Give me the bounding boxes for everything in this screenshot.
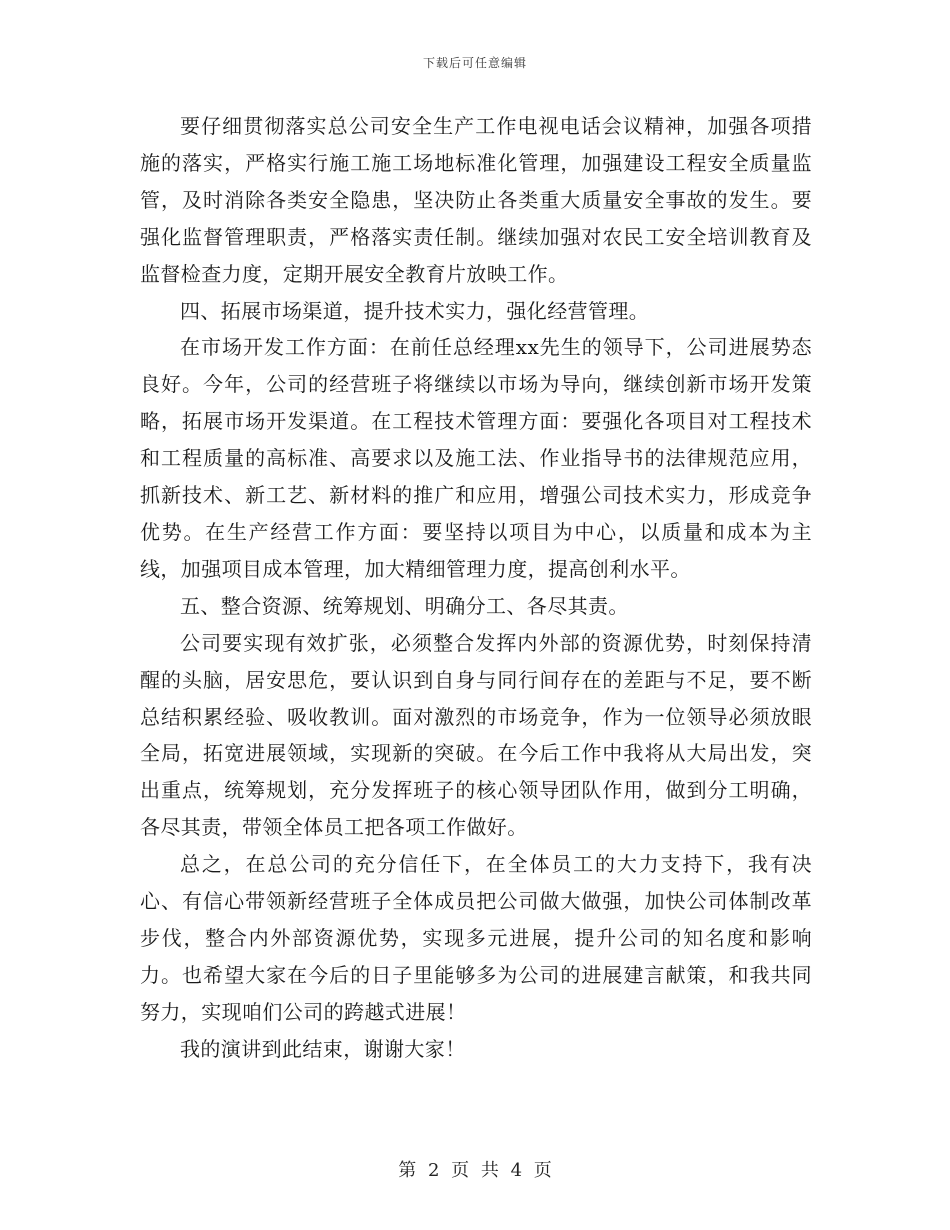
paragraph-closing: 我的演讲到此结束，谢谢大家！	[180, 1036, 466, 1061]
section-heading-four: 四、拓展市场渠道，提升技术实力，强化经营管理。	[180, 298, 650, 323]
page-number: 第 2 页 共 4 页	[398, 1160, 552, 1181]
paragraph-market: 在市场开发工作方面：在前任总经理xx先生的领导下，公司进展势态良好。今年，公司的经营班子将继续以市场为导向，继续创新市场开发策略，拓展市场开发渠道。在工程技术管理方面：要强化各项目对工程技术和工程质量的高标准、高要求以及施工法、作业指导书的法律规范应用，抓新技术、新工艺、新材料的推广和应用，增强公司技术实力，形成竞争优势。在生产经营工作方面：要坚持以项目为中心，以质量和成本为主线，加强项目成本管理，加大精细管理力度，提高创利水平。	[140, 335, 812, 581]
paragraph-safety: 要仔细贯彻落实总公司安全生产工作电视电话会议精神，加强各项措施的落实，严格实行施工施工场地标准化管理，加强建设工程安全质量监管，及时消除各类安全隐患，坚决防止各类重大质量安全事故的发生。要强化监督管理职责，严格落实责任制。继续加强对农民工安全培训教育及监督检查力度，定期开展安全教育片放映工作。	[140, 114, 812, 286]
header-note: 下载后可任意编辑	[422, 56, 527, 70]
paragraph-resources: 公司要实现有效扩张，必须整合发挥内外部的资源优势，时刻保持清醒的头脑，居安思危，要认识到自身与同行间存在的差距与不足，要不断总结积累经验、吸收教训。面对激烈的市场竞争，作为一位领导必须放眼全局，拓宽进展领域，实现新的突破。在今后工作中我将从大局出发，突出重点，统筹规划，充分发挥班子的核心领导团队作用，做到分工明确，各尽其责，带领全体员工把各项工作做好。	[140, 630, 812, 840]
document-body	[140, 108, 812, 1068]
section-heading-five: 五、整合资源、统筹规划、明确分工、各尽其责。	[180, 593, 629, 618]
paragraph-conclusion: 总之，在总公司的充分信任下，在全体员工的大力支持下，我有决心、有信心带领新经营班子全体成员把公司做大做强，加快公司体制改革步伐，整合内外部资源优势，实现多元进展，提升公司的知名度和影响力。也希望大家在今后的日子里能够多为公司的进展建言献策，和我共同努力，实现咱们公司的跨越式进展！	[140, 852, 812, 1024]
